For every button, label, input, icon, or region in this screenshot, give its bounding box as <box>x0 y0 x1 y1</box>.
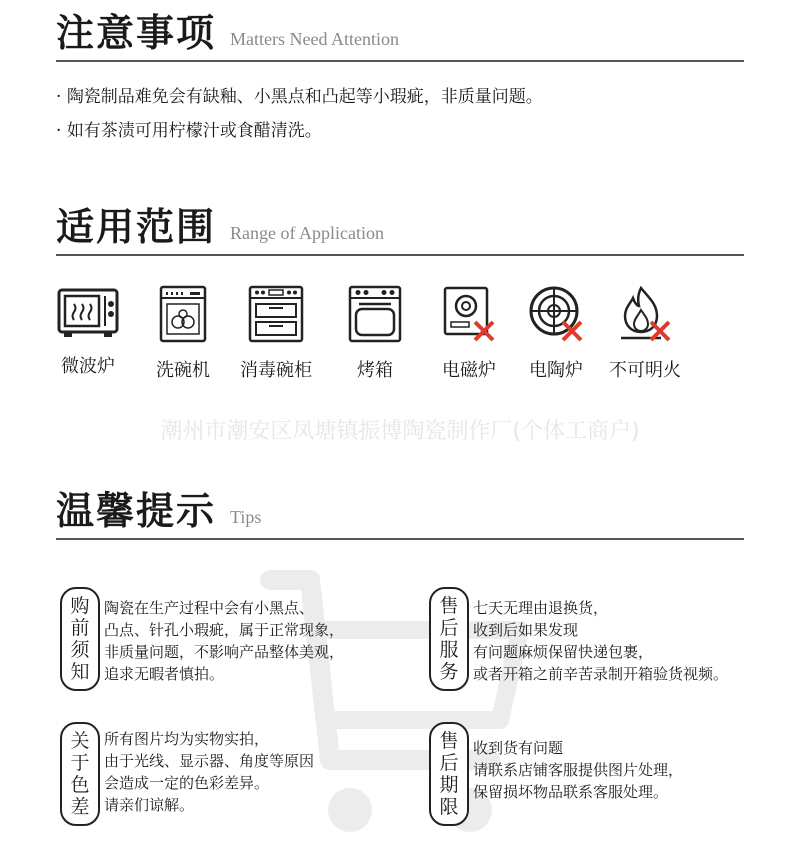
tips-section <box>56 484 744 540</box>
tip-line: 保留损坏物品联系客服处理。 <box>473 783 669 801</box>
tip-badge <box>429 722 469 826</box>
appliance-induction-cooker <box>429 284 509 382</box>
ceramic-stove-icon <box>527 284 585 344</box>
notice-title: 注意事项 <box>56 10 217 55</box>
appliance-ceramic-stove <box>516 284 596 382</box>
appliance-sterilizer-cabinet <box>236 284 316 382</box>
notice-list <box>56 80 744 148</box>
watermark: 潮州市潮安区凤塘镇振博陶瓷制作厂(个体工商户) <box>160 419 640 444</box>
tip-badge-char: 关 <box>70 730 90 752</box>
tip-badge-char: 限 <box>439 796 459 818</box>
tip-badge-char: 售 <box>439 595 459 617</box>
tip-line: 所有图片均为实物实拍， <box>104 730 270 748</box>
tip-badge <box>429 587 469 691</box>
appliance-oven <box>335 284 415 382</box>
tip-line: 收到后如果发现 <box>473 621 579 639</box>
tip-badge-char: 色 <box>70 774 90 796</box>
appliance-label: 微波炉 <box>61 356 115 377</box>
tip-badge-char: 知 <box>70 661 90 683</box>
tip-badge-char: 后 <box>439 752 459 774</box>
tip-text <box>104 728 314 816</box>
tip-line: 陶瓷在生产过程中会有小黑点、 <box>104 599 315 617</box>
tip-badge-char: 须 <box>70 639 90 661</box>
tips-subtitle: Tips <box>230 507 262 527</box>
tip-text <box>473 737 683 803</box>
appliance-list <box>54 284 694 394</box>
tip-badge-char: 售 <box>439 730 459 752</box>
tip-badge <box>60 587 100 691</box>
notice-item: · 如有茶渍可用柠檬汁或食醋清洗。 <box>56 114 744 148</box>
scope-subtitle: Range of Application <box>230 223 384 243</box>
tip-badge-char: 期 <box>439 774 459 796</box>
appliance-label: 电磁炉 <box>442 360 496 381</box>
tip-badge-char: 后 <box>439 617 459 639</box>
appliance-label: 不可明火 <box>609 360 681 381</box>
scope-heading <box>56 200 744 249</box>
tip-line: 请亲们谅解。 <box>104 796 195 814</box>
appliance-label: 电陶炉 <box>529 360 583 381</box>
tip-line: 七天无理由退换货， <box>473 599 609 617</box>
notice-subtitle: Matters Need Attention <box>230 29 399 49</box>
open-flame-icon <box>617 284 673 344</box>
tip-badge-char: 于 <box>70 752 90 774</box>
tip-line: 非质量问题，不影响产品整体美观， <box>104 643 345 661</box>
tip-text <box>104 597 344 685</box>
tip-line: 收到货有问题 <box>473 739 564 757</box>
notice-section <box>56 6 744 148</box>
tip-line: 凸点、针孔小瑕疵，属于正常现象， <box>104 621 345 639</box>
appliance-microwave <box>48 284 128 378</box>
tip-badge-char: 前 <box>70 617 90 639</box>
tips-title: 温馨提示 <box>56 488 217 533</box>
appliance-label: 烤箱 <box>357 360 393 381</box>
tip-badge <box>60 722 100 826</box>
tip-line: 追求无暇者慎拍。 <box>104 665 225 683</box>
tip-line: 会造成一定的色彩差异。 <box>104 774 270 792</box>
tip-line: 请联系店铺客服提供图片处理， <box>473 761 684 779</box>
induction-cooker-icon <box>441 284 497 344</box>
scope-title: 适用范围 <box>56 204 217 249</box>
dishwasher-icon <box>158 284 208 344</box>
appliance-label: 洗碗机 <box>156 360 210 381</box>
tip-line: 由于光线、显示器、角度等原因 <box>104 752 315 770</box>
notice-heading <box>56 6 744 55</box>
microwave-icon <box>56 284 120 340</box>
tip-badge-char: 购 <box>70 595 90 617</box>
notice-item: · 陶瓷制品难免会有缺釉、小黑点和凸起等小瑕疵，非质量问题。 <box>56 80 744 114</box>
appliance-dishwasher <box>143 284 223 382</box>
divider <box>56 254 744 256</box>
scope-section <box>56 200 744 256</box>
tips-heading <box>56 484 744 533</box>
appliance-open-flame <box>605 284 685 382</box>
tip-line: 或者开箱之前辛苦录制开箱验货视频。 <box>473 665 729 683</box>
tip-badge-char: 务 <box>439 661 459 683</box>
tip-badge-char: 服 <box>439 639 459 661</box>
divider <box>56 60 744 62</box>
divider <box>56 538 744 540</box>
tip-line: 有问题麻烦保留快递包裹， <box>473 643 654 661</box>
tip-badge-char: 差 <box>70 796 90 818</box>
oven-icon <box>347 284 403 344</box>
tip-text <box>473 597 728 685</box>
appliance-label: 消毒碗柜 <box>240 360 312 381</box>
sterilizer-cabinet-icon <box>247 284 305 344</box>
